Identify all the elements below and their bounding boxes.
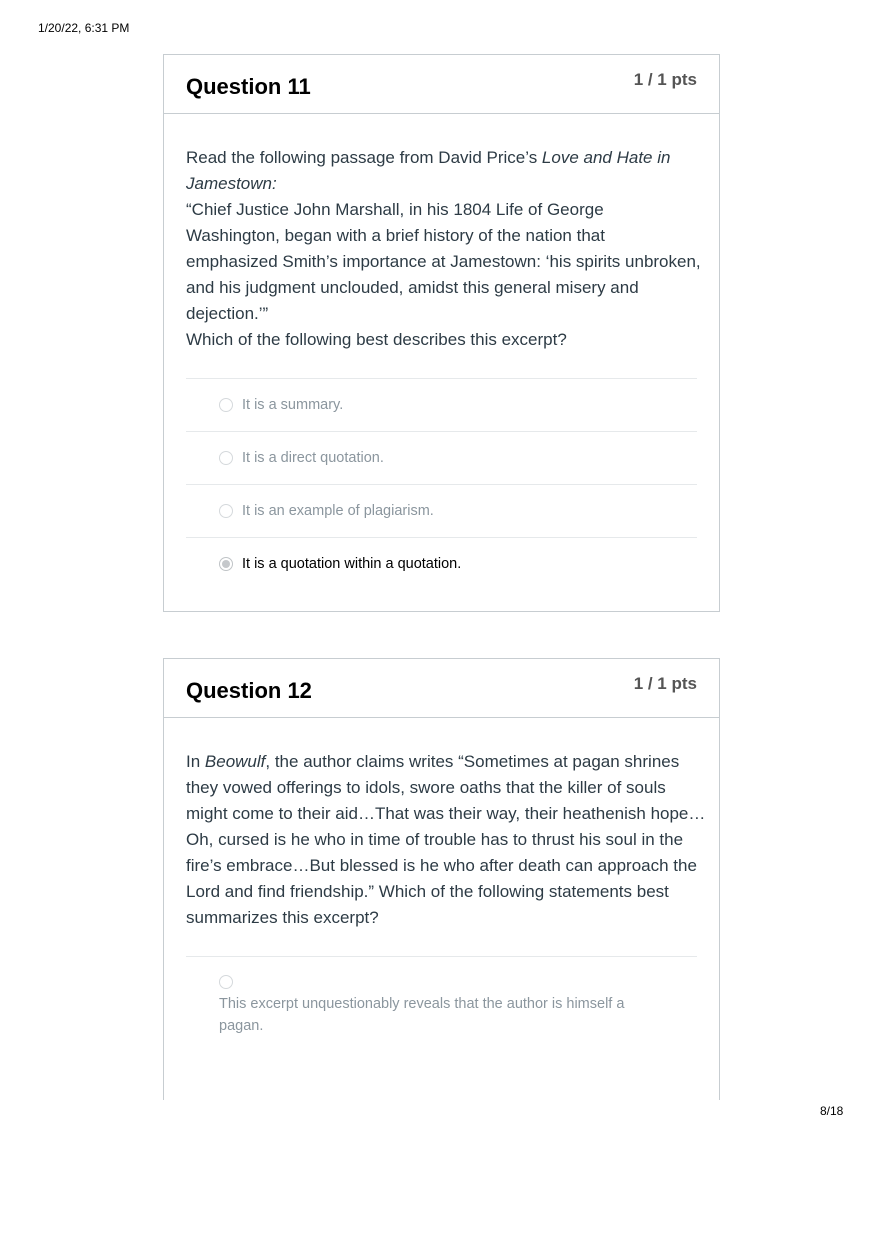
quoted-passage: “Chief Justice John Marshall, in his 1804 Life of George Washington, began with a brief history of the nation that emphasized Smith’s importance at Jamestown: ‘his spirits unbroken, and his judgment unclouded, amidst this general misery and dejection.’” <box>186 200 701 323</box>
radio-button[interactable] <box>219 398 233 412</box>
answer-label: It is a direct quotation. <box>242 450 384 466</box>
answer-label: It is a summary. <box>242 397 344 413</box>
work-title: Beowulf <box>204 752 266 771</box>
answer-list <box>186 956 697 1056</box>
radio-button[interactable] <box>219 504 233 518</box>
answer-option[interactable] <box>186 484 697 537</box>
book-title: Love and Hate in Jamestown: <box>186 148 671 193</box>
page-number: 8/18 <box>820 1104 844 1118</box>
question-card-12 <box>163 658 720 1100</box>
question-text <box>186 749 706 931</box>
answer-option-selected[interactable] <box>186 537 697 590</box>
answer-option[interactable] <box>186 431 697 484</box>
question-points: 1 / 1 pts <box>633 70 697 89</box>
question-intro: Read the following passage from David Price’s <box>186 148 542 167</box>
radio-button[interactable] <box>219 975 233 989</box>
question-prompt: Which of the following best describes this excerpt? <box>186 330 567 349</box>
question-points: 1 / 1 pts <box>633 674 697 693</box>
question-intro: In <box>186 752 205 771</box>
answer-label: It is a quotation within a quotation. <box>242 556 462 572</box>
answer-option[interactable] <box>186 956 697 1056</box>
question-header <box>164 55 719 114</box>
question-title: Question 12 <box>186 678 312 703</box>
radio-button-selected[interactable] <box>219 557 233 571</box>
print-date: 1/20/22, 6:31 PM <box>38 21 130 35</box>
radio-button[interactable] <box>219 451 233 465</box>
answer-label: It is an example of plagiarism. <box>242 503 434 519</box>
answer-option[interactable] <box>186 378 697 431</box>
question-card-11 <box>163 54 720 612</box>
question-body: , the author claims writes “Sometimes at pagan shrines they vowed offerings to idols, swore oaths that the killer of souls might come to their aid…That was their way, their heathenish hope…Oh, cursed is he who in time of trouble has to thrust his soul in the fire’s embrace…But blessed is he who after death can approach the Lord and find friendship.” Which of the following statements best summarizes this excerpt? <box>186 752 706 927</box>
answer-list <box>186 378 697 590</box>
answer-label: This excerpt unquestionably reveals that the author is himself a pagan. <box>219 996 625 1034</box>
question-text <box>186 145 701 353</box>
question-header <box>164 659 719 718</box>
question-title: Question 11 <box>186 74 311 99</box>
